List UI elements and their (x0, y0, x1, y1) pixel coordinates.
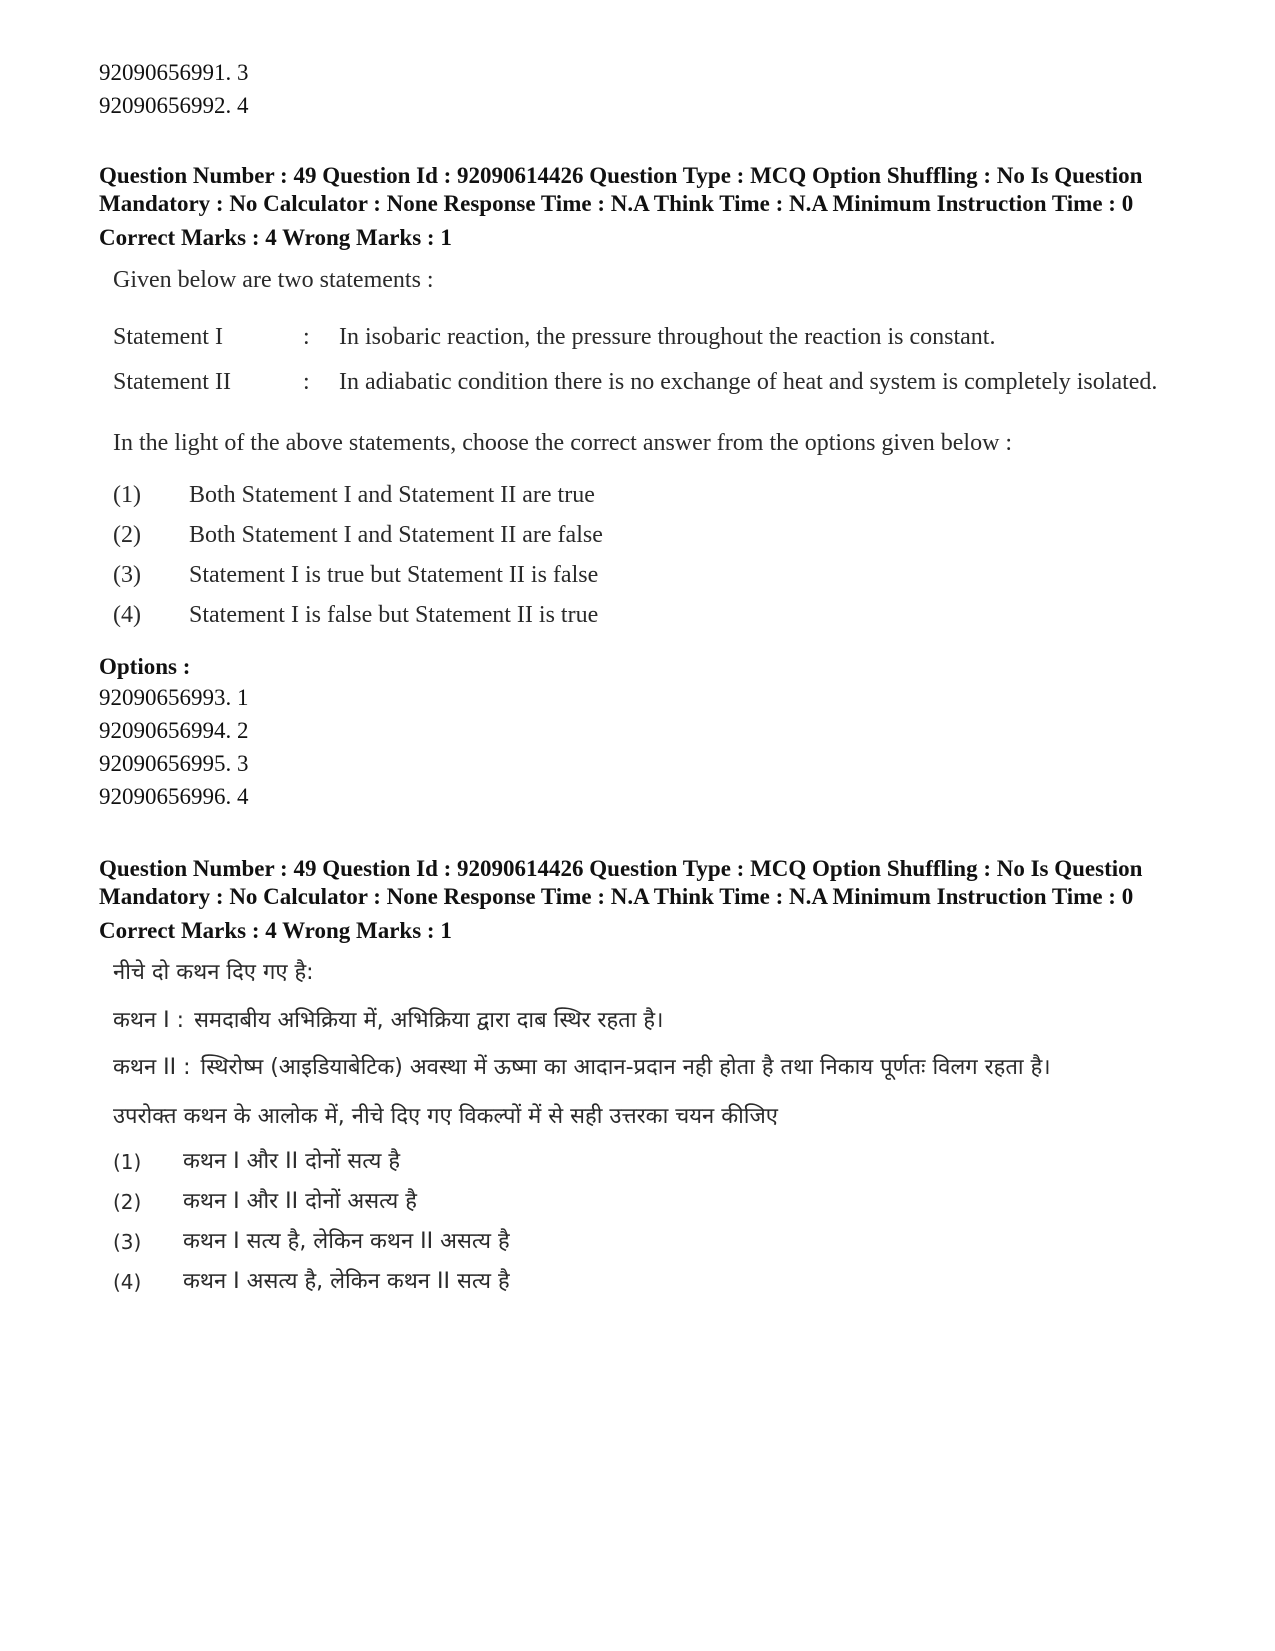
answer-choice (113, 1262, 1179, 1302)
answer-choice (113, 515, 1179, 555)
statement-label: कथन II : (113, 1055, 191, 1080)
hindi-question-block (99, 855, 1179, 1302)
choice-text: Both Statement I and Statement II are true (189, 482, 595, 508)
statement-text: In isobaric reaction, the pressure throughout the reaction is constant. (339, 324, 996, 350)
option-line: 92090656994. 2 (99, 718, 249, 743)
choice-text: कथन I सत्य है, लेकिन कथन II असत्य है (183, 1229, 510, 1254)
statement-label: Statement I (113, 324, 223, 350)
question-instruction: उपरोक्त कथन के आलोक में, नीचे दिए गए विकल्पों में से सही उत्तरका चयन कीजिए (113, 1104, 778, 1129)
choice-text: Statement I is true but Statement II is false (189, 562, 599, 588)
answer-choice (113, 1222, 1179, 1262)
previous-options-list (99, 56, 1179, 122)
question-intro: नीचे दो कथन दिए गए है: (113, 960, 314, 985)
option-line: 92090656992. 4 (99, 93, 249, 118)
statement-2 (113, 367, 1179, 398)
answer-choices (113, 1142, 1179, 1302)
options-list (99, 681, 1179, 813)
answer-choice (113, 595, 1179, 635)
question-marks: Correct Marks : 4 Wrong Marks : 1 (99, 918, 452, 943)
document-page (99, 56, 1179, 1302)
question-meta: Question Number : 49 Question Id : 92090614426 Question Type : MCQ Option Shuffling : No Is Question Mandatory : No Calculator : None Response Time : N.A Think Time : N.A Minimum Instruction Time : 0 (99, 163, 1143, 216)
choice-number: (1) (113, 482, 141, 508)
statement-1 (113, 322, 1179, 353)
choice-text: कथन I और II दोनों सत्य है (183, 1149, 401, 1174)
choice-number: (3) (113, 562, 141, 588)
option-line: 92090656996. 4 (99, 784, 249, 809)
option-line: 92090656995. 3 (99, 751, 249, 776)
statement-text: स्थिरोष्म (आइडियाबेटिक) अवस्था में ऊष्मा का आदान-प्रदान नही होता है तथा निकाय पूर्णतः विलग रहता है। (200, 1055, 1051, 1080)
option-line: 92090656991. 3 (99, 60, 249, 85)
answer-choice (113, 1182, 1179, 1222)
statement-colon: : (303, 369, 310, 395)
question-body (113, 957, 1179, 1302)
answer-choice (113, 555, 1179, 595)
question-body (113, 264, 1179, 635)
question-intro: Given below are two statements : (113, 267, 434, 293)
answer-choice (113, 1142, 1179, 1182)
option-line: 92090656993. 1 (99, 685, 249, 710)
choice-number: (4) (113, 602, 141, 628)
question-meta: Question Number : 49 Question Id : 92090614426 Question Type : MCQ Option Shuffling : No Is Question Mandatory : No Calculator : None Response Time : N.A Think Time : N.A Minimum Instruction Time : 0 (99, 856, 1143, 909)
answer-choices (113, 475, 1179, 635)
options-heading: Options : (99, 654, 191, 679)
choice-number: (1) (113, 1150, 142, 1174)
statement-text: समदाबीय अभिक्रिया में, अभिक्रिया द्वारा दाब स्थिर रहता है। (194, 1008, 664, 1033)
answer-choice (113, 475, 1179, 515)
statement-text: In adiabatic condition there is no exchange of heat and system is completely isolated. (339, 369, 1158, 395)
choice-text: Both Statement I and Statement II are false (189, 522, 603, 548)
choice-text: कथन I और II दोनों असत्य है (183, 1189, 417, 1214)
statement-colon: : (303, 324, 310, 350)
choice-number: (2) (113, 522, 141, 548)
english-question-block (99, 162, 1179, 813)
choice-number: (3) (113, 1230, 142, 1254)
choice-text: Statement I is false but Statement II is true (189, 602, 599, 628)
question-instruction: In the light of the above statements, choose the correct answer from the options given below : (113, 430, 1013, 456)
choice-number: (4) (113, 1270, 142, 1294)
statement-1 (113, 1005, 1179, 1036)
statement-label: Statement II (113, 369, 231, 395)
statement-2 (113, 1052, 1179, 1083)
choice-text: कथन I असत्य है, लेकिन कथन II सत्य है (183, 1269, 510, 1294)
statement-label: कथन I : (113, 1008, 185, 1033)
question-marks: Correct Marks : 4 Wrong Marks : 1 (99, 225, 452, 250)
choice-number: (2) (113, 1190, 142, 1214)
